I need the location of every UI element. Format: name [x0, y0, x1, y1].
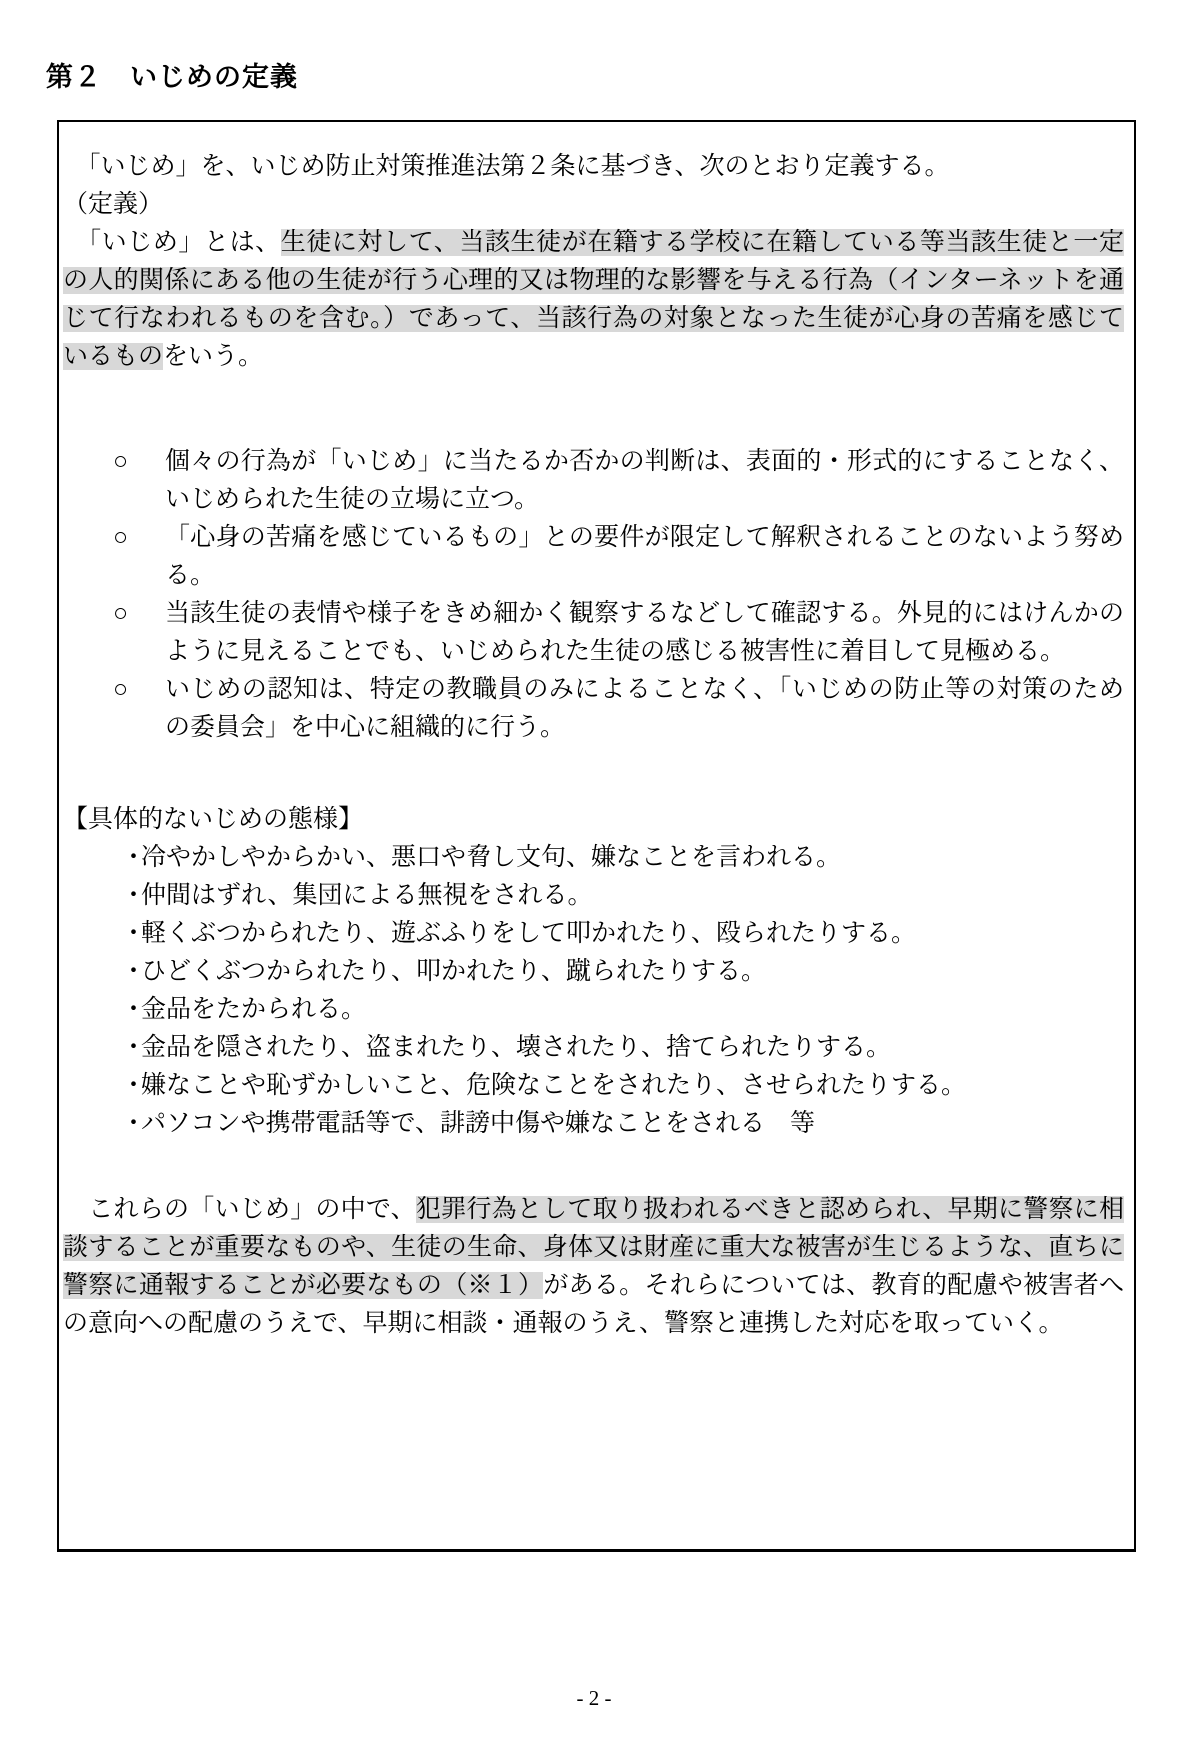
circle-bullet-icon: ○: [113, 600, 129, 627]
definition-paragraph: [63, 224, 1124, 376]
list-item: [63, 671, 1124, 747]
list-item-text: 仲間はずれ、集団による無視をされる。: [141, 882, 593, 909]
dot-bullet-icon: ・: [121, 920, 147, 947]
dot-bullet-icon: ・: [121, 1110, 147, 1137]
list-item: [63, 443, 1124, 519]
list-item-text: いじめの認知は、特定の教職員のみによることなく、「いじめの防止等の対策のための委員会」を中心に組織的に行う。: [165, 676, 1124, 741]
circle-bullet-icon: ○: [113, 448, 129, 475]
dot-list: [63, 839, 1124, 1143]
list-item: [63, 877, 1124, 915]
doc-heading: 第２ いじめの定義: [46, 62, 298, 92]
plain-text: これらの「いじめ」の中で、: [63, 1196, 416, 1223]
list-item: [63, 595, 1124, 671]
dot-bullet-icon: ・: [121, 882, 147, 909]
list-item: [63, 953, 1124, 991]
definition-box: [57, 120, 1136, 1552]
list-item-text: 嫌なことや恥ずかしいこと、危険なことをされたり、させられたりする。: [141, 1072, 967, 1099]
intro-paragraph: 「いじめ」を、いじめ防止対策推進法第２条に基づき、次のとおり定義する。: [63, 153, 950, 180]
list-item-text: 金品をたかられる。: [141, 996, 367, 1023]
list-item-text: 金品を隠されたり、盗まれたり、壊されたり、捨てられたりする。: [141, 1034, 892, 1061]
dot-bullet-icon: ・: [121, 1034, 147, 1061]
list-item: [63, 519, 1124, 595]
youtai-heading: 【具体的ないじめの態様】: [63, 806, 364, 833]
highlighted-text: 犯罪行為として取り扱われるべきと認められ、早期に警察に相談することが重要なものや、生徒の生命、身体又は財産に重大な被害が生じるような、直ちに警察に通報することが必要なもの（※１）: [63, 1196, 1124, 1299]
definition-label: （定義）: [63, 191, 164, 218]
circle-list: [63, 443, 1124, 747]
list-item-text: 「心身の苦痛を感じているもの」との要件が限定して解釈されることのないよう努める。: [165, 524, 1124, 589]
dot-bullet-icon: ・: [121, 958, 147, 985]
highlighted-text: 生徒に対して、当該生徒が在籍する学校に在籍している等当該生徒と一定の人的関係にある他の生徒が行う心理的又は物理的な影響を与える行為（インターネットを通じて行なわれるものを含む。）であって、当該行為の対象となった生徒が心身の苦痛を感じているもの: [63, 229, 1124, 370]
list-item: [63, 1067, 1124, 1105]
list-item-text: 当該生徒の表情や様子をきめ細かく観察するなどして確認する。外見的にはけんかのように見えることでも、いじめられた生徒の感じる被害性に着目して見極める。: [165, 600, 1124, 665]
dot-bullet-icon: ・: [121, 1072, 147, 1099]
dot-bullet-icon: ・: [121, 844, 147, 871]
list-item: [63, 1029, 1124, 1067]
list-item: [63, 839, 1124, 877]
circle-bullet-icon: ○: [113, 524, 129, 551]
plain-text: 「いじめ」とは、: [63, 229, 281, 256]
circle-bullet-icon: ○: [113, 676, 129, 703]
plain-text: をいう。: [163, 343, 264, 370]
page-number: - 2 -: [576, 1686, 612, 1710]
list-item-text: パソコンや携帯電話等で、誹謗中傷や嫌なことをされる 等: [141, 1110, 816, 1137]
plain-text: がある。それらについては、教育的配慮や被害者への意向への配慮のうえで、早期に相談・通報のうえ、警察と連携した対応を取っていく。: [63, 1272, 1124, 1337]
list-item-text: 冷やかしやからかい、悪口や脅し文句、嫌なことを言われる。: [141, 844, 842, 871]
list-item: [63, 1105, 1124, 1143]
closing-paragraph: [63, 1191, 1124, 1343]
list-item: [63, 915, 1124, 953]
list-item-text: 軽くぶつかられたり、遊ぶふりをして叩かれたり、殴られたりする。: [141, 920, 917, 947]
list-item-text: ひどくぶつかられたり、叩かれたり、蹴られたりする。: [141, 958, 767, 985]
list-item-text: 個々の行為が「いじめ」に当たるか否かの判断は、表面的・形式的にすることなく、いじめられた生徒の立場に立つ。: [165, 448, 1124, 513]
dot-bullet-icon: ・: [121, 996, 147, 1023]
list-item: [63, 991, 1124, 1029]
